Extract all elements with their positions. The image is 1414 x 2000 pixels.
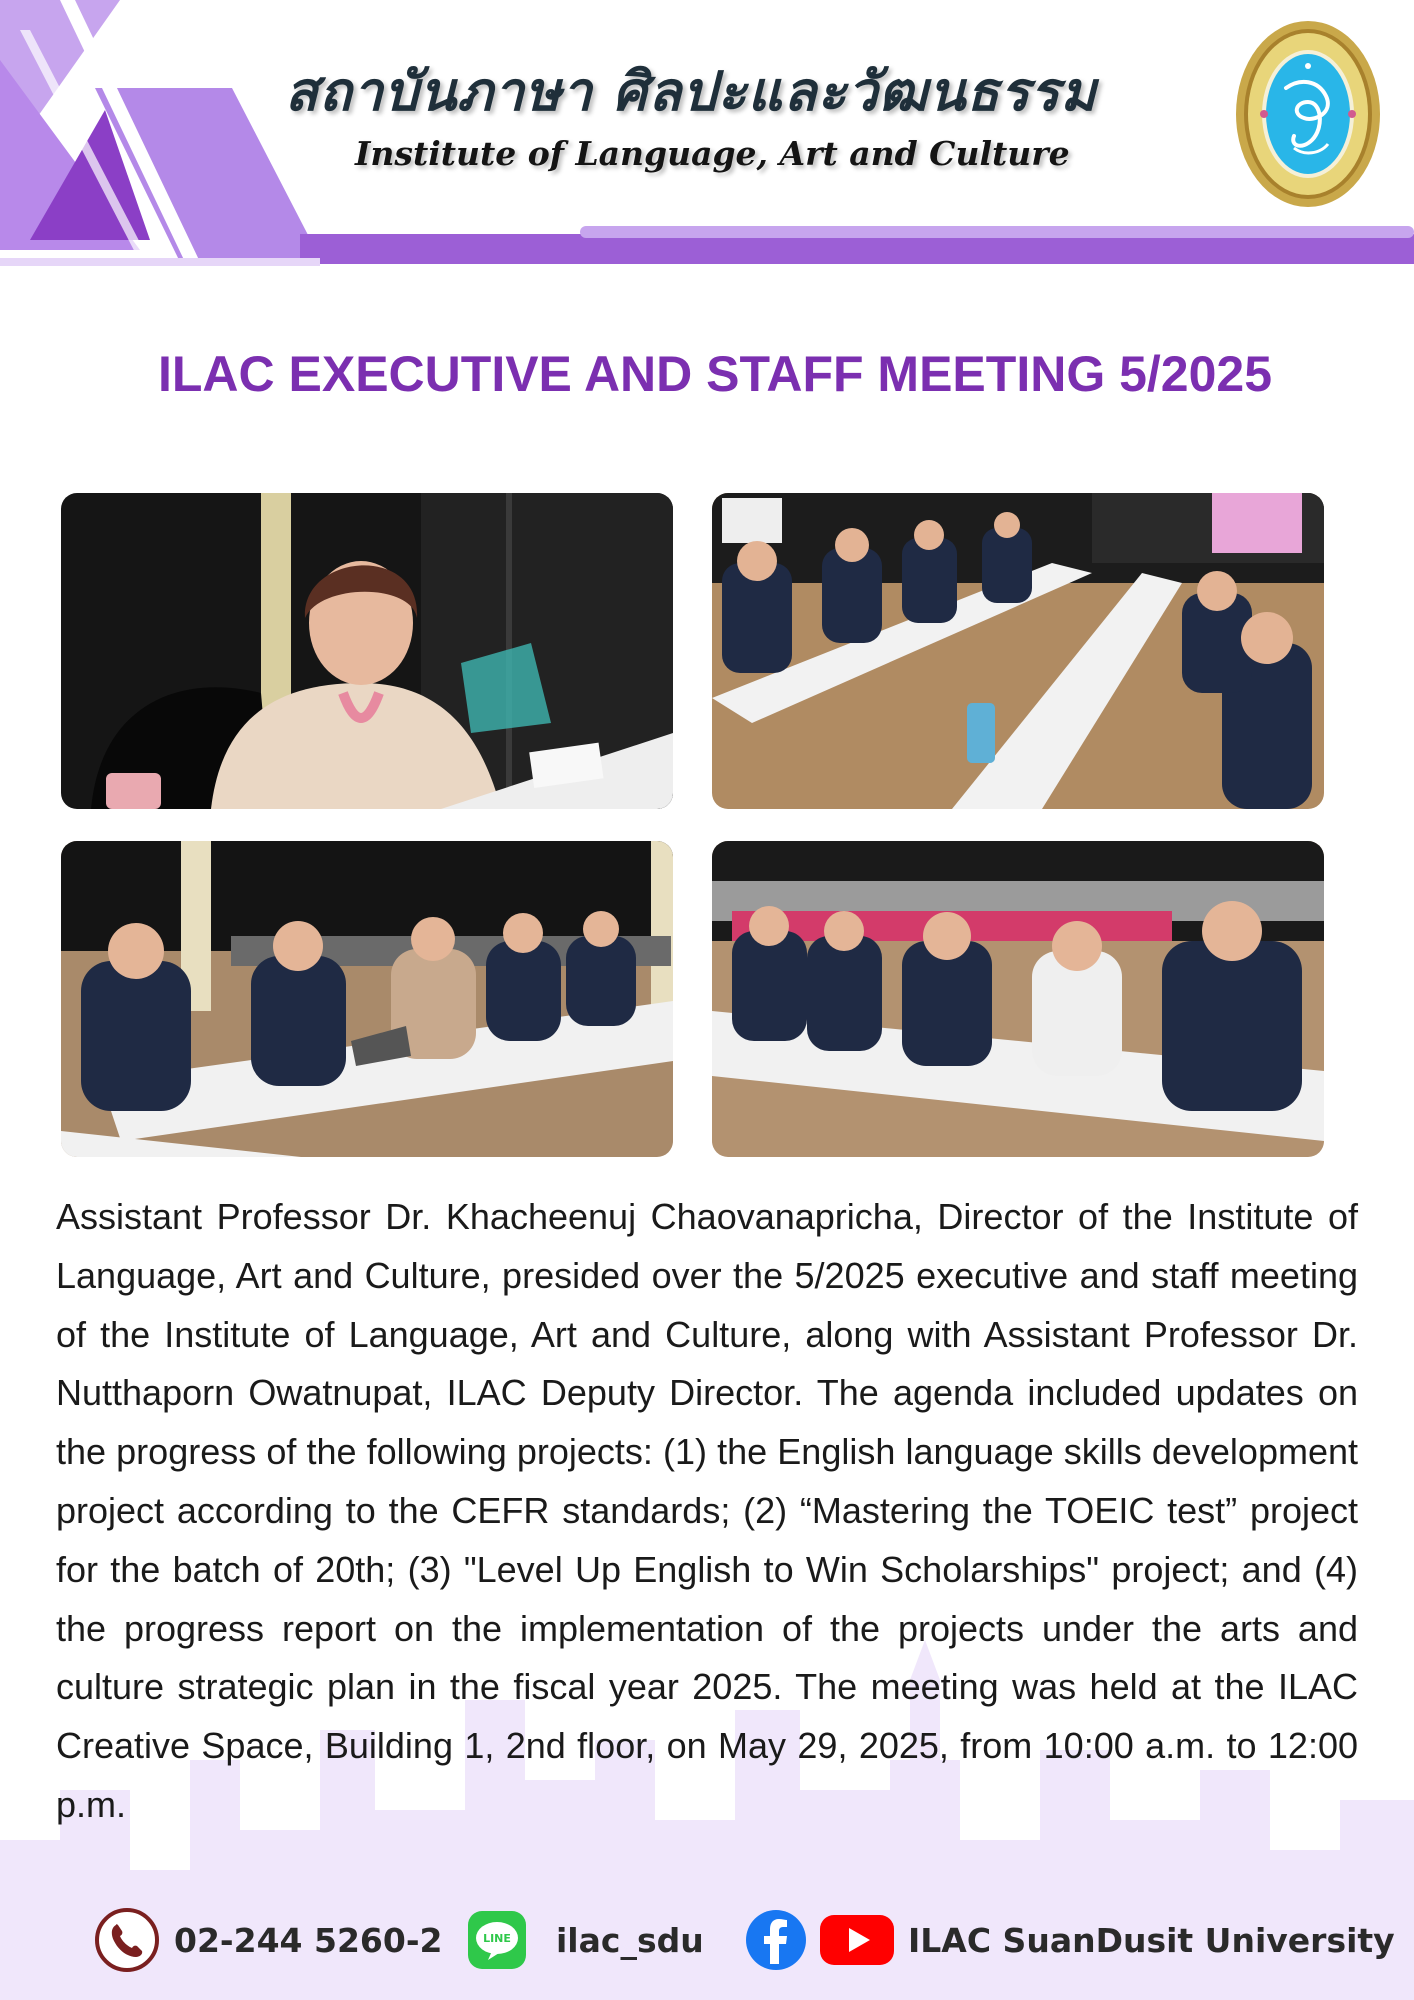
institute-thai-name: สถาบันภาษา ศิลปะและวัฒนธรรม [285, 60, 1097, 123]
phone-icon [94, 1907, 160, 1973]
institute-english-name: Institute of Language, Art and Culture [355, 134, 1070, 173]
university-seal-icon [1234, 18, 1382, 210]
photo-meeting-room-wide [712, 493, 1324, 809]
youtube-icon[interactable] [818, 1911, 896, 1969]
footer-line[interactable] [466, 1908, 704, 1972]
phone-number: 02-244 5260-2 [174, 1920, 443, 1960]
social-account-name: ILAC SuanDusit University [908, 1920, 1395, 1960]
line-icon [466, 1909, 528, 1971]
line-icon-label: LINE [483, 1932, 511, 1945]
photo-staff-row-right [712, 841, 1324, 1157]
line-id: ilac_sdu [556, 1920, 704, 1960]
article-body: Assistant Professor Dr. Khacheenuj Chaovanapricha, Director of the Institute of Language, Art and Culture, presided over the 5/2025 executive and staff meeting of the Institute of Language, Art and Culture, along with Assistant Professor Dr. Nutthaporn Owatnupat, ILAC Deputy Director. The agenda included updates on the progress of the following projects: (1) the English language skills development project according to the CEFR standards; (2) “Mastering the TOEIC test” project for the batch of 20th; (3) "Level Up English to Win Scholarships" project; and (4) the progress report on the implementation of the projects under the arts and culture strategic plan in the fiscal year 2025. The meeting was held at the ILAC Creative Space, Building 1, 2nd floor, on May 29, 2025, from 10:00 a.m. to 12:00 p.m. [56, 1196, 1358, 1825]
page-header [0, 0, 1414, 270]
page-title: ILAC EXECUTIVE AND STAFF MEETING 5/2025 [157, 346, 1273, 402]
footer-phone[interactable] [94, 1908, 443, 1972]
facebook-icon[interactable] [744, 1908, 808, 1972]
photo-director-at-table [61, 493, 673, 809]
footer-social[interactable] [744, 1908, 1395, 1972]
photo-staff-row-left [61, 841, 673, 1157]
